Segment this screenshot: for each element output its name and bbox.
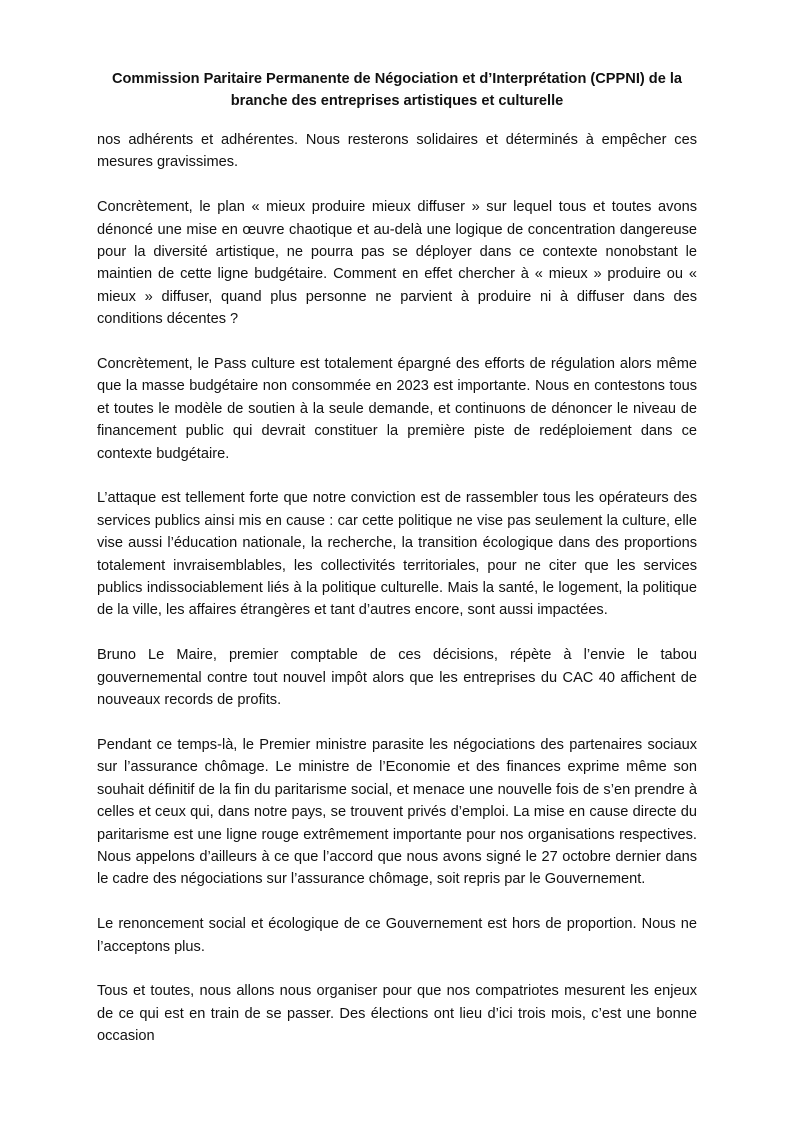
paragraph-7: Le renoncement social et écologique de ce Gouvernement est hors de proportion. Nous ne l’acceptons plus. — [97, 916, 697, 955]
header-title-line-2: branche des entreprises artistiques et culturelle — [230, 93, 564, 109]
paragraph-1: nos adhérents et adhérentes. Nous resterons solidaires et déterminés à empêcher ces mesures gravissimes. — [97, 132, 697, 171]
paragraph-2: Concrètement, le plan « mieux produire mieux diffuser » sur lequel tous et toutes avons dénoncé une mise en œuvre chaotique et au-delà une logique de concentration dangereuse pour la diversité artistique, ne pourra pas se déployer dans ce contexte nonobstant le maintien de cette ligne budgétaire. Comment en effet chercher à « mieux » produire ou « mieux » diffuser, quand plus personne ne parvient à produire ni à diffuser dans des conditions décentes ? — [97, 199, 697, 328]
paragraph-3: Concrètement, le Pass culture est totalement épargné des efforts de régulation alors même que la masse budgétaire non consommée en 2023 est importante. Nous en contestons tous et toutes le modèle de soutien à la seule demande, et continuons de dénoncer le niveau de financement public qui devrait constituer la première piste de redéploiement dans ce contexte budgétaire. — [97, 356, 697, 462]
paragraph-4: L’attaque est tellement forte que notre conviction est de rassembler tous les opérateurs des services publics ainsi mis en cause : car cette politique ne vise pas seulement la culture, elle vise aussi l’éducation nationale, la recherche, la transition écologique dans des proportions totalement invraisemblables, les collectivités territoriales, pour ne citer que les services publics indissociablement liés à la politique culturelle. Mais la santé, le logement, la politique de la ville, les affaires étrangères et tant d’autres encore, sont aussi impactées. — [97, 490, 697, 619]
paragraph-6: Pendant ce temps-là, le Premier ministre parasite les négociations des partenaires sociaux sur l’assurance chômage. Le ministre de l’Economie et des finances exprime même son souhait définitif de la fin du paritarisme social, et menace une nouvelle fois de s’en prendre à celles et ceux qui, dans notre pays, se trouvent privés d’emploi. La mise en cause directe du paritarisme est une ligne rouge extrêmement importante pour nos organisations respectives. Nous appelons d’ailleurs à ce que l’accord que nous avons signé le 27 octobre dernier dans le cadre des négociations sur l’assurance chômage, soit repris par le Gouvernement. — [97, 736, 697, 888]
paragraph-5: Bruno Le Maire, premier comptable de ces décisions, répète à l’envie le tabou gouvernemental contre tout nouvel impôt alors que les entreprises du CAC 40 affichent de nouveaux records de profits. — [97, 647, 697, 709]
document-page — [97, 68, 697, 1070]
header-title-line-1: Commission Paritaire Permanente de Négociation et d’Interprétation (CPPNI) de la — [111, 71, 683, 87]
paragraph-8: Tous et toutes, nous allons nous organiser pour que nos compatriotes mesurent les enjeux de ce qui est en train de se passer. Des élections ont lieu d’ici trois mois, c’est une bonne occasion — [97, 983, 697, 1045]
document-header — [97, 68, 697, 112]
